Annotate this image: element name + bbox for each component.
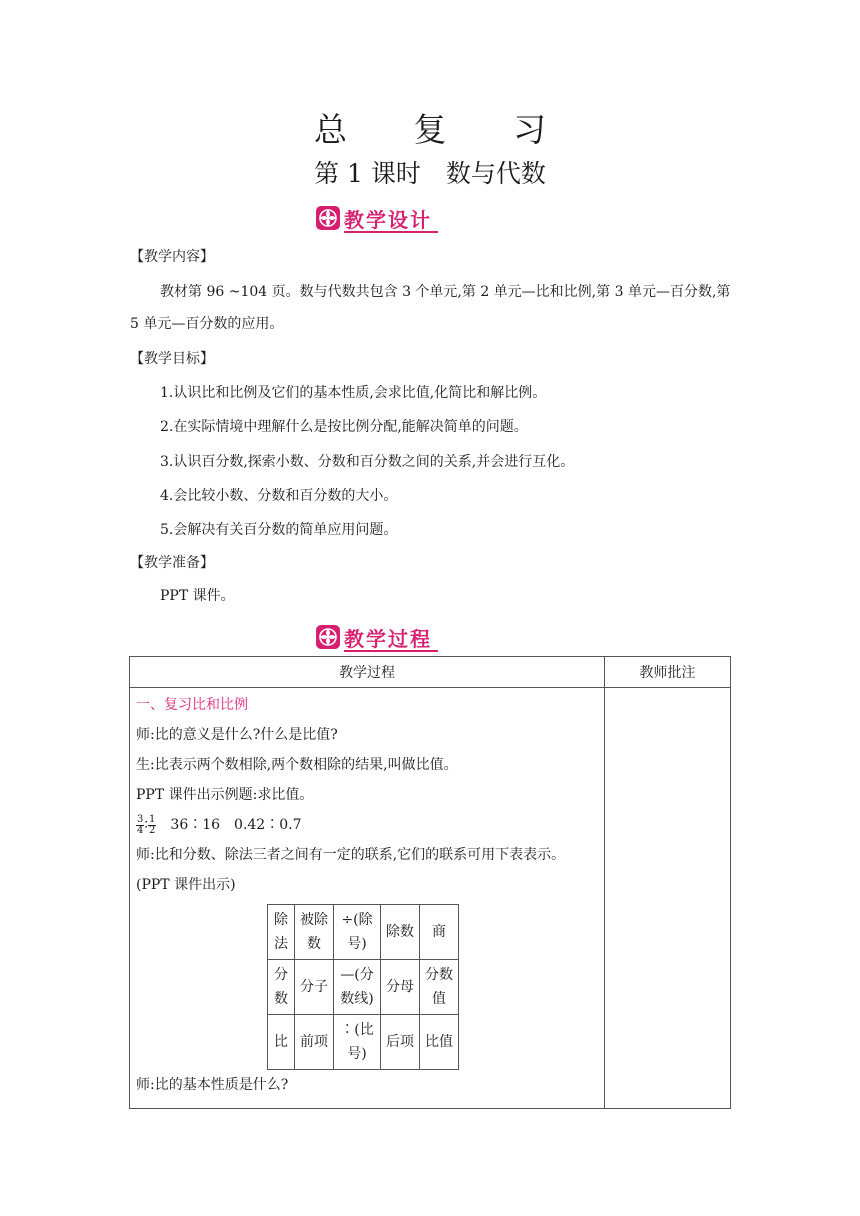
dialogue-line: 师:比的意义是什么?什么是比值? [136, 727, 338, 743]
relation-cell: 比值 [420, 1015, 459, 1070]
process-content-cell [130, 688, 605, 1109]
process-table [129, 656, 731, 1109]
ratio-example: $\frac{3}{4}$ ∶ $\frac{1}{2}$ 36∶16 0.42∶0.7 [137, 813, 302, 836]
pinwheel-icon [316, 625, 340, 649]
relation-cell: 分数 [268, 960, 295, 1015]
relation-cell: 除法 [268, 905, 295, 960]
relation-cell: 被除数 [295, 905, 334, 960]
fraction: $\frac{3}{4}$ [137, 813, 144, 836]
goal-item: 1.认识比和比例及它们的基本性质,会求比值,化简比和解比例。 [160, 385, 547, 401]
pinwheel-icon [316, 206, 340, 230]
banner-teaching-process [316, 622, 432, 652]
dialogue-line: PPT 课件出示例题:求比值。 [136, 787, 314, 803]
banner-label: 教学设计 [344, 207, 432, 232]
process-column-header: 教学过程 [130, 657, 605, 688]
dialogue-line: 生:比表示两个数相除,两个数相除的结果,叫做比值。 [136, 757, 458, 773]
relation-cell: 商 [420, 905, 459, 960]
dialogue-line: 师:比的基本性质是什么? [136, 1077, 289, 1093]
goal-item: 4.会比较小数、分数和百分数的大小。 [160, 488, 398, 504]
relation-cell: 分数值 [420, 960, 459, 1015]
relation-cell: 分母 [381, 960, 420, 1015]
notes-column-header: 教师批注 [605, 657, 731, 688]
teaching-prep-text: PPT 课件。 [160, 588, 235, 604]
banner-label: 教学过程 [344, 626, 432, 651]
relation-table [267, 904, 459, 1070]
teaching-content-text: 教材第 96 ~104 页。数与代数共包含 3 个单元,第 2 单元—比和比例,第 3 单元—百分数,第 5 单元—百分数的应用。 [130, 284, 731, 332]
page-title: 总 复 习 [314, 110, 574, 149]
relation-cell: 分子 [295, 960, 334, 1015]
relation-cell: —(分数线) [334, 960, 381, 1015]
teacher-notes-cell [605, 688, 731, 1109]
section-title: 一、复习比和比例 [136, 697, 248, 713]
relation-cell: 后项 [381, 1015, 420, 1070]
relation-cell: 除数 [381, 905, 420, 960]
goal-item: 5.会解决有关百分数的简单应用问题。 [160, 522, 398, 538]
banner-underline [344, 650, 438, 652]
relation-cell: ∶(比号) [334, 1015, 381, 1070]
banner-underline [344, 231, 438, 233]
heading-teaching-prep: 【教学准备】 [130, 555, 214, 571]
heading-teaching-content: 【教学内容】 [130, 249, 214, 265]
relation-cell: 前项 [295, 1015, 334, 1070]
relation-cell: ÷(除号) [334, 905, 381, 960]
goal-item: 3.认识百分数,探索小数、分数和百分数之间的关系,并会进行互化。 [160, 454, 575, 470]
banner-teaching-design [316, 203, 432, 233]
fraction: $\frac{1}{2}$ [149, 813, 156, 836]
relation-cell: 比 [268, 1015, 295, 1070]
relation-text: 师:比和分数、除法三者之间有一定的联系,它们的联系可用下表表示。(PPT 课件出示) [136, 847, 566, 893]
lesson-subtitle: 第 1 课时 数与代数 [314, 159, 546, 188]
goal-item: 2.在实际情境中理解什么是按比例分配,能解决简单的问题。 [160, 419, 528, 435]
heading-teaching-goals: 【教学目标】 [130, 351, 214, 367]
